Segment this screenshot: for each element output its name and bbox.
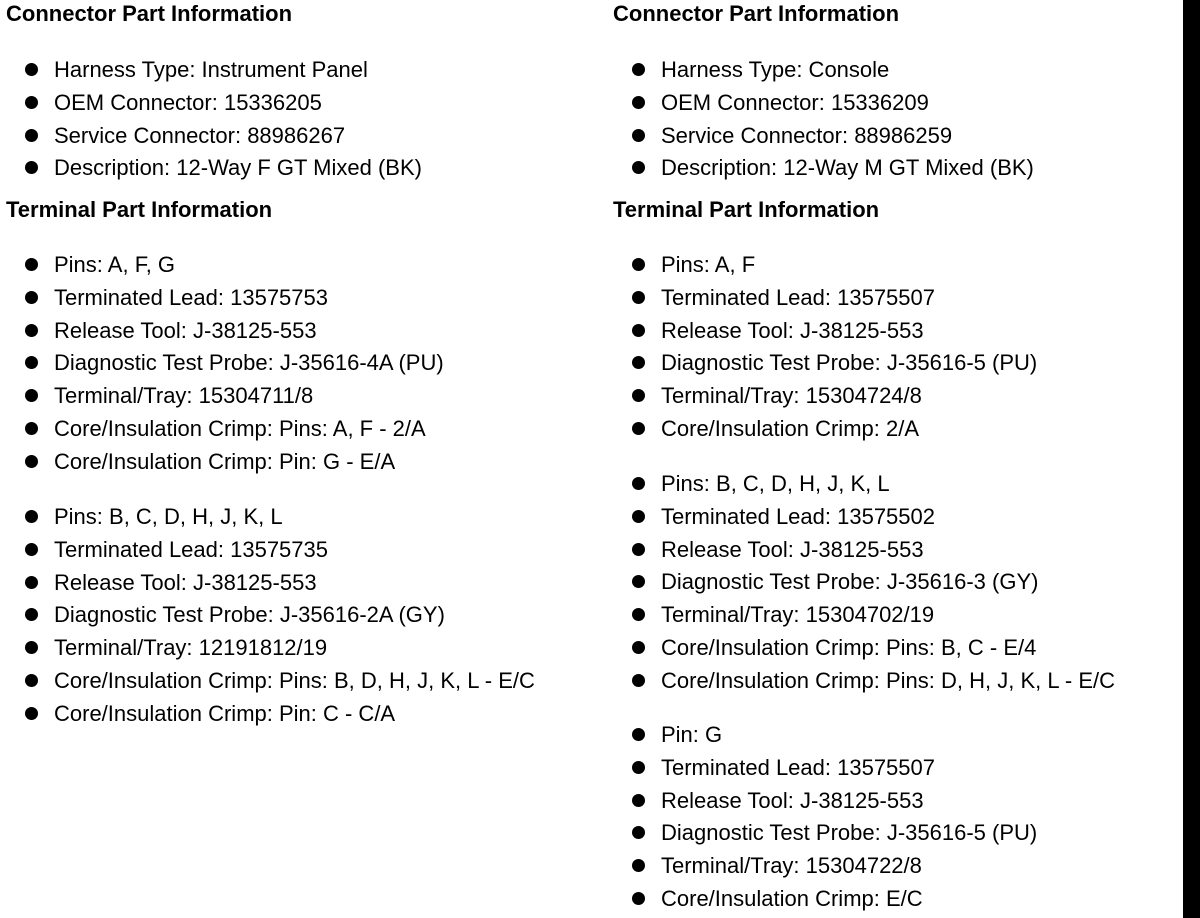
bullet-icon <box>632 608 645 621</box>
bullet-icon <box>632 389 645 402</box>
bullet-icon <box>632 641 645 654</box>
bullet-icon <box>25 422 38 435</box>
list-item-text: Pin: G <box>661 722 723 747</box>
list-item-text: Diagnostic Test Probe: J-35616-2A (GY) <box>54 602 445 628</box>
list-item <box>613 787 1037 820</box>
bullet-icon <box>25 63 38 76</box>
terminal-group-list <box>6 503 535 733</box>
list-item-text: Terminal/Tray: 15304702/19 <box>661 602 935 628</box>
terminal-group-list <box>6 251 444 481</box>
list-item <box>613 852 1037 885</box>
list-item <box>613 819 1037 852</box>
list-item-text: Harness Type: Instrument Panel <box>54 57 368 82</box>
list-item <box>613 721 1037 754</box>
list-item <box>613 284 1037 317</box>
bullet-icon <box>632 422 645 435</box>
list-item <box>613 122 1034 155</box>
list-item <box>613 601 1115 634</box>
list-item-text: Terminated Lead: 13575502 <box>661 503 935 529</box>
list-item <box>613 154 1034 187</box>
list-item-text: Core/Insulation Crimp: Pins: B, D, H, J, K, L - E/C <box>54 667 535 693</box>
list-item <box>6 56 422 89</box>
list-item-text: Diagnostic Test Probe: J-35616-3 (GY) <box>661 569 1039 595</box>
bullet-icon <box>632 794 645 807</box>
bullet-icon <box>632 510 645 523</box>
page-edge-bar <box>1183 0 1200 918</box>
bullet-icon <box>632 63 645 76</box>
list-item <box>613 536 1115 569</box>
list-item-text: Core/Insulation Crimp: Pins: B, C - E/4 <box>661 634 1037 660</box>
list-item <box>6 634 535 667</box>
list-item-text: Release Tool: J-38125-553 <box>54 317 317 343</box>
list-item-text: Release Tool: J-38125-553 <box>661 536 924 562</box>
list-item-text: Release Tool: J-38125-553 <box>661 317 924 343</box>
list-item <box>613 89 1034 122</box>
bullet-icon <box>25 576 38 589</box>
list-item-text: Service Connector: 88986267 <box>54 122 346 148</box>
list-item <box>613 382 1037 415</box>
bullet-icon <box>25 389 38 402</box>
list-item <box>613 415 1037 448</box>
list-item <box>613 56 1034 89</box>
bullet-icon <box>632 761 645 774</box>
bullet-icon <box>25 258 38 271</box>
bullet-icon <box>632 728 645 741</box>
bullet-icon <box>632 674 645 687</box>
bullet-icon <box>632 575 645 588</box>
list-item-text: Core/Insulation Crimp: 2/A <box>661 415 919 441</box>
list-item <box>6 667 535 700</box>
bullet-icon <box>25 608 38 621</box>
list-item-text: Pins: A, F <box>661 252 756 277</box>
terminal-heading: Terminal Part Information <box>613 197 880 222</box>
list-item-text: Diagnostic Test Probe: J-35616-4A (PU) <box>54 350 444 376</box>
bullet-icon <box>632 826 645 839</box>
list-item <box>6 284 444 317</box>
bullet-icon <box>25 291 38 304</box>
connector-heading: Connector Part Information <box>6 1 293 26</box>
list-item-text: Diagnostic Test Probe: J-35616-5 (PU) <box>661 820 1038 846</box>
list-item-text: Core/Insulation Crimp: E/C <box>661 885 923 911</box>
list-item-text: Pins: B, C, D, H, J, K, L <box>54 504 283 529</box>
list-item <box>613 470 1115 503</box>
list-item-text: Pins: B, C, D, H, J, K, L <box>661 471 890 496</box>
bullet-icon <box>25 129 38 142</box>
list-item <box>6 415 444 448</box>
bullet-icon <box>632 859 645 872</box>
terminal-heading: Terminal Part Information <box>6 197 273 222</box>
list-item-text: Release Tool: J-38125-553 <box>54 569 317 595</box>
bullet-icon <box>25 707 38 720</box>
bullet-icon <box>632 161 645 174</box>
list-item <box>6 154 422 187</box>
list-item-text: Core/Insulation Crimp: Pin: G - E/A <box>54 448 396 474</box>
list-item-text: Description: 12-Way M GT Mixed (BK) <box>661 155 1034 181</box>
list-item-text: Diagnostic Test Probe: J-35616-5 (PU) <box>661 350 1038 376</box>
list-item-text: Terminated Lead: 13575753 <box>54 284 328 310</box>
bullet-icon <box>25 356 38 369</box>
list-item <box>613 885 1037 918</box>
list-item-text: Terminal/Tray: 15304711/8 <box>54 383 314 409</box>
bullet-icon <box>632 96 645 109</box>
list-item-text: Terminal/Tray: 15304722/8 <box>661 853 922 879</box>
list-item <box>613 349 1037 382</box>
list-item <box>613 317 1037 350</box>
list-item <box>6 251 444 284</box>
bullet-icon <box>25 543 38 556</box>
bullet-icon <box>25 641 38 654</box>
list-item-text: Core/Insulation Crimp: Pin: C - C/A <box>54 700 396 726</box>
list-item <box>6 89 422 122</box>
list-item <box>613 634 1115 667</box>
bullet-icon <box>25 161 38 174</box>
bullet-icon <box>25 510 38 523</box>
bullet-icon <box>25 455 38 468</box>
connector-info-list <box>613 56 1034 187</box>
list-item <box>6 448 444 481</box>
bullet-icon <box>632 324 645 337</box>
bullet-icon <box>25 96 38 109</box>
list-item-text: Terminated Lead: 13575507 <box>661 284 935 310</box>
list-item <box>613 503 1115 536</box>
bullet-icon <box>632 477 645 490</box>
bullet-icon <box>25 674 38 687</box>
list-item-text: Terminal/Tray: 15304724/8 <box>661 383 922 409</box>
list-item <box>613 568 1115 601</box>
list-item <box>6 349 444 382</box>
list-item-text: Service Connector: 88986259 <box>661 122 953 148</box>
terminal-group-list <box>613 721 1037 918</box>
bullet-icon <box>632 543 645 556</box>
list-item <box>613 754 1037 787</box>
list-item-text: Description: 12-Way F GT Mixed (BK) <box>54 155 422 181</box>
bullet-icon <box>632 129 645 142</box>
connector-info-list <box>6 56 422 187</box>
list-item-text: Pins: A, F, G <box>54 252 176 277</box>
list-item-text: OEM Connector: 15336209 <box>661 89 929 115</box>
list-item <box>6 317 444 350</box>
bullet-icon <box>632 291 645 304</box>
list-item <box>6 122 422 155</box>
list-item <box>6 569 535 602</box>
bullet-icon <box>632 258 645 271</box>
list-item <box>6 536 535 569</box>
list-item-text: Terminated Lead: 13575507 <box>661 754 935 780</box>
list-item <box>6 503 535 536</box>
list-item <box>6 382 444 415</box>
connector-heading: Connector Part Information <box>613 1 900 26</box>
list-item <box>6 601 535 634</box>
list-item <box>613 667 1115 700</box>
list-item-text: Release Tool: J-38125-553 <box>661 787 924 813</box>
list-item-text: OEM Connector: 15336205 <box>54 89 322 115</box>
list-item-text: Core/Insulation Crimp: Pins: D, H, J, K, L - E/C <box>661 667 1115 693</box>
bullet-icon <box>632 356 645 369</box>
list-item <box>613 251 1037 284</box>
list-item-text: Terminal/Tray: 12191812/19 <box>54 635 328 661</box>
terminal-group-list <box>613 251 1037 448</box>
bullet-icon <box>632 892 645 905</box>
bullet-icon <box>25 324 38 337</box>
list-item-text: Harness Type: Console <box>661 57 890 82</box>
terminal-group-list <box>613 470 1115 700</box>
list-item-text: Core/Insulation Crimp: Pins: A, F - 2/A <box>54 415 426 441</box>
list-item <box>6 700 535 733</box>
list-item-text: Terminated Lead: 13575735 <box>54 536 328 562</box>
